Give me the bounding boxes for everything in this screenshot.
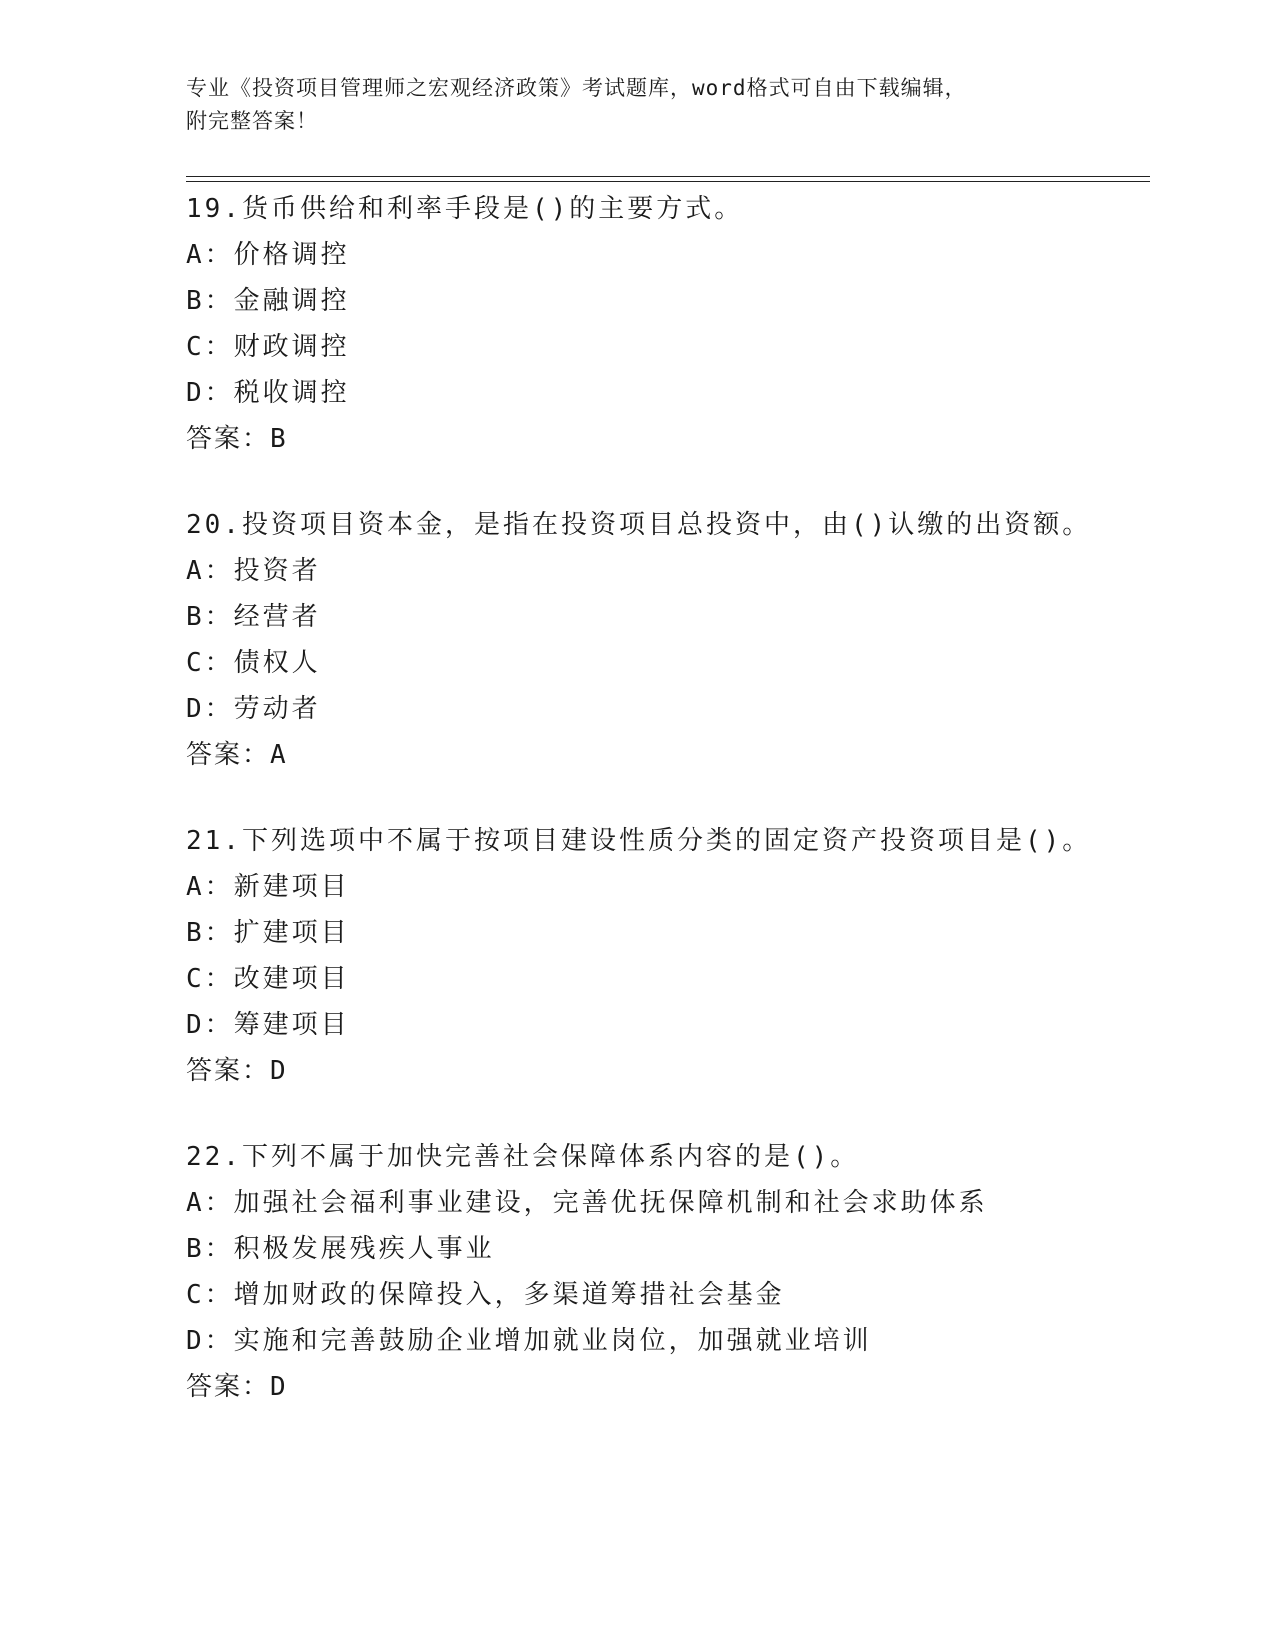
answer-line — [186, 732, 1146, 778]
option-a: A：投资者 — [186, 556, 321, 586]
option-a: A：加强社会福利事业建设，完善优抚保障机制和社会求助体系 — [186, 1188, 988, 1218]
question-title: 22.下列不属于加快完善社会保障体系内容的是()。 — [186, 1142, 860, 1172]
document-header — [186, 72, 1146, 138]
header-divider-bottom — [186, 181, 1150, 182]
header-line-2: 附完整答案！ — [186, 109, 318, 133]
option-c: C：改建项目 — [186, 964, 350, 994]
answer-label: 答案： — [186, 740, 271, 770]
option-d: D：劳动者 — [186, 694, 321, 724]
answer-value: A — [270, 740, 288, 770]
answer-line — [186, 416, 1146, 462]
answer-label: 答案： — [186, 1056, 271, 1086]
option-b: B：扩建项目 — [186, 918, 350, 948]
answer-label: 答案： — [186, 424, 271, 454]
option-b: B：金融调控 — [186, 286, 350, 316]
option-c: C：债权人 — [186, 648, 321, 678]
question-title: 20.投资项目资本金，是指在投资项目总投资中，由()认缴的出资额。 — [186, 510, 1092, 540]
answer-value: D — [270, 1372, 288, 1402]
header-line-1: 专业《投资项目管理师之宏观经济政策》考试题库，word格式可自由下载编辑， — [186, 76, 967, 100]
option-b: B：经营者 — [186, 602, 321, 632]
question-title: 21.下列选项中不属于按项目建设性质分类的固定资产投资项目是()。 — [186, 826, 1092, 856]
option-b: B：积极发展残疾人事业 — [186, 1234, 495, 1264]
option-c: C：增加财政的保障投入，多渠道筹措社会基金 — [186, 1280, 785, 1310]
answer-line — [186, 1364, 1146, 1410]
header-divider-top — [186, 176, 1150, 177]
answer-label: 答案： — [186, 1372, 271, 1402]
option-d: D：筹建项目 — [186, 1010, 350, 1040]
option-d: D：实施和完善鼓励企业增加就业岗位，加强就业培训 — [186, 1326, 872, 1356]
question-20 — [186, 502, 1146, 778]
question-21 — [186, 818, 1146, 1094]
option-d: D：税收调控 — [186, 378, 350, 408]
question-title: 19.货币供给和利率手段是()的主要方式。 — [186, 194, 744, 224]
option-c: C：财政调控 — [186, 332, 350, 362]
option-a: A：新建项目 — [186, 872, 350, 902]
option-a: A：价格调控 — [186, 240, 350, 270]
answer-value: D — [270, 1056, 288, 1086]
answer-line — [186, 1048, 1146, 1094]
question-19 — [186, 186, 1146, 462]
answer-value: B — [270, 424, 288, 454]
question-22 — [186, 1134, 1146, 1410]
